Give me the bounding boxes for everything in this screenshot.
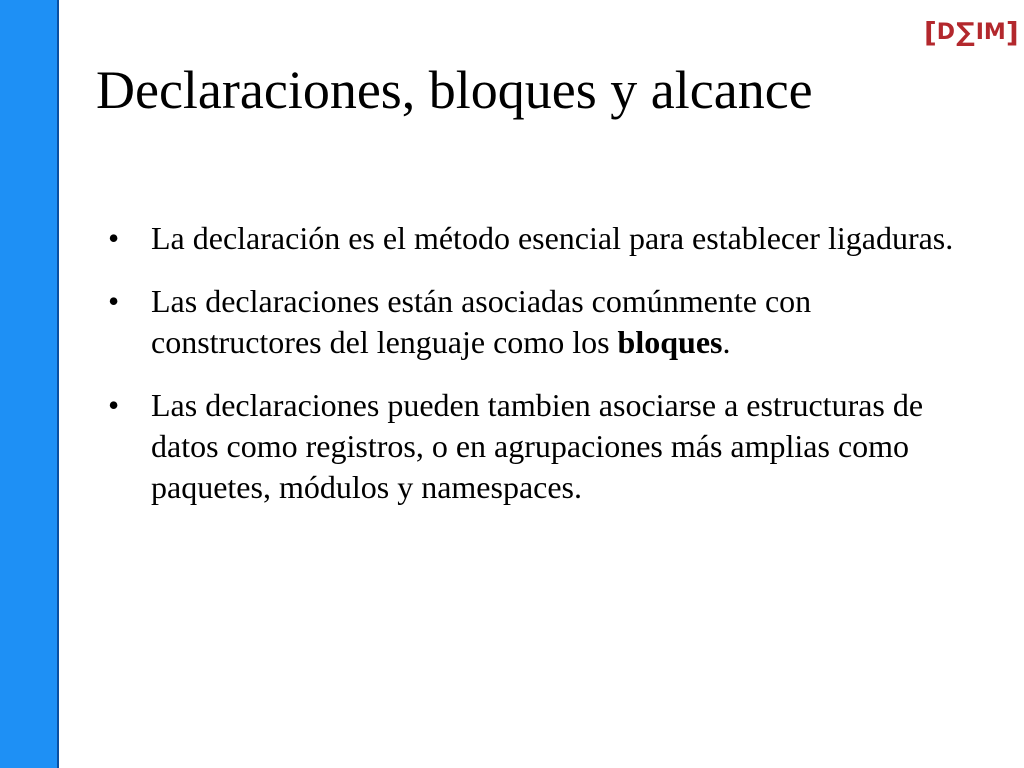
bullet-dot-icon: • (108, 387, 120, 423)
logo-right-bracket: ] (1005, 16, 1019, 49)
bullet-text-2-bold: bloques (617, 324, 723, 360)
bullet-list (108, 218, 988, 530)
logo-sigma-icon: ∑ (956, 18, 975, 48)
bullet-dot-icon: • (108, 220, 120, 256)
bullet-item-2 (108, 281, 988, 363)
dsim-logo (924, 16, 1019, 50)
bullet-text-2-end: . (722, 324, 731, 360)
logo-letters-im: IM (975, 20, 1006, 45)
logo-left-bracket: [ (924, 16, 937, 49)
logo-letter-d: D (936, 20, 956, 45)
bullet-text-1: La declaración es el método esencial para establecer ligaduras. (151, 220, 954, 256)
bullet-dot-icon: • (108, 283, 120, 319)
slide-title: Declaraciones, bloques y alcance (96, 60, 813, 120)
bullet-item-3 (108, 385, 988, 508)
side-bar (0, 0, 59, 768)
bullet-item-1 (108, 218, 988, 259)
bullet-text-2-start: Las declaraciones están asociadas comúnmente con constructores del lenguaje como los (151, 283, 812, 360)
bullet-text-3: Las declaraciones pueden tambien asociarse a estructuras de datos como registros, o en agrupaciones más amplias como paquetes, módulos y namespaces. (151, 387, 924, 505)
